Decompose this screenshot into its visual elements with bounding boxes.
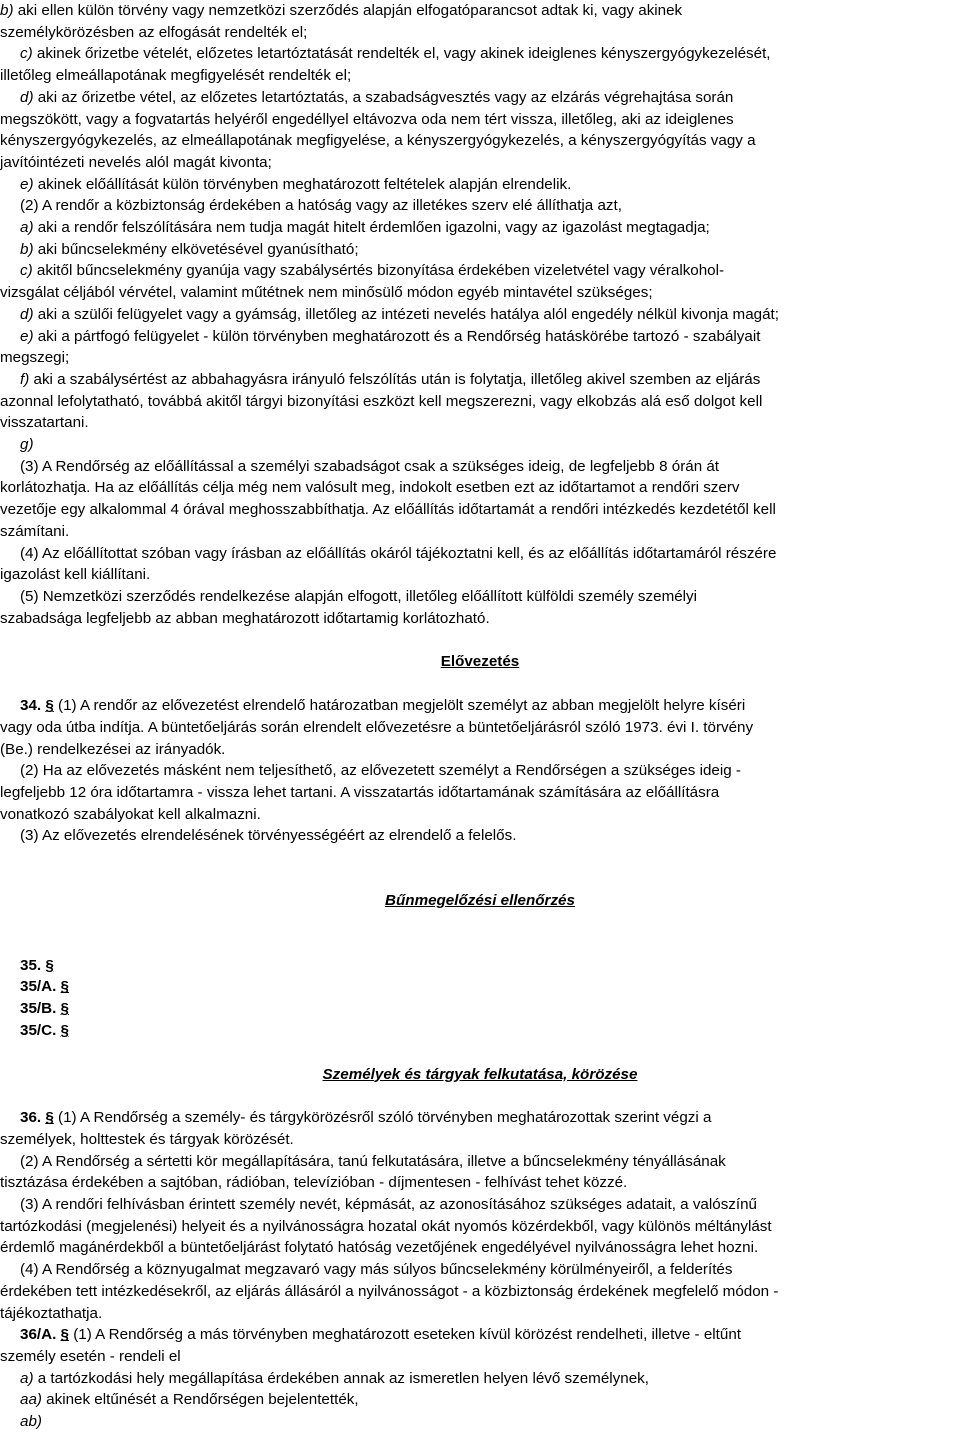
text-line <box>0 804 960 826</box>
line-text: aki az őrizetbe vétel, az előzetes letartóztatás, a szabadságvesztés vagy az elzárás végrehajtása során <box>33 88 734 106</box>
heading-bunmegelozesi-ellenorzes: Bűnmegelőzési ellenőrzés <box>385 892 575 910</box>
line-text: (3) A Rendőrség az előállítással a személyi szabadságot csak a szükséges ideig, de legfeljebb 8 órán át <box>20 457 720 475</box>
paragraph-sign-link[interactable]: § <box>60 1000 69 1018</box>
text-line <box>0 1411 960 1433</box>
list-marker: e) <box>20 175 34 193</box>
list-marker: f) <box>20 370 30 388</box>
text-line <box>0 521 960 543</box>
text-line <box>0 195 960 217</box>
line-text: (3) Az elővezetés elrendelésének törvényességéért az elrendelő a felelős. <box>20 827 517 845</box>
text-line <box>0 586 960 608</box>
text-line <box>0 369 960 391</box>
section-heading-row <box>0 976 960 998</box>
line-text: vizsgálat céljából vérvétel, valamint műtétnek nem minősülő módon egyéb mintavétel szükséges; <box>0 284 653 302</box>
paragraph-sign-link[interactable]: § <box>60 1326 69 1344</box>
paragraph-sign-link[interactable]: § <box>45 1109 54 1127</box>
line-text: személyek, holttestek és tárgyak körözését. <box>0 1130 294 1148</box>
text-line <box>0 391 960 413</box>
list-marker: b) <box>0 2 14 19</box>
paragraph-sign-link[interactable]: § <box>60 978 69 996</box>
list-marker: g) <box>20 436 34 454</box>
list-marker: c) <box>20 262 33 280</box>
text-line <box>0 109 960 131</box>
section-number: 35/B. <box>20 1000 57 1018</box>
text-line <box>0 739 960 761</box>
line-text: vezetője egy alkalommal 4 órával meghosszabbíthatja. Az előállítás időtartamát a rendőri intézkedés kezdetétől kell <box>0 501 776 519</box>
section-heading-row <box>0 1020 960 1042</box>
section-number: 36/A. <box>20 1326 57 1344</box>
text-line <box>0 782 960 804</box>
text-line <box>0 760 960 782</box>
text-line <box>0 456 960 478</box>
section-number: 35/C. <box>20 1021 57 1039</box>
text-line <box>0 152 960 174</box>
list-marker: c) <box>20 45 33 63</box>
line-text: legfeljebb 12 óra időtartamra - vissza lehet tartani. A visszatartás időtartamának számítására az előállításra <box>0 783 720 801</box>
line-text: visszatartani. <box>0 414 89 432</box>
line-text: aki bűncselekmény elkövetésével gyanúsítható; <box>33 240 359 258</box>
section-text: (1) A Rendőrség a más törvényben meghatározott eseteken kívül körözést rendelheti, illetve - eltűnt <box>69 1326 741 1344</box>
text-line <box>0 1281 960 1303</box>
section-text: (1) A rendőr az elővezetést elrendelő határozatban megjelölt személyt az abban megjelölt helyre kíséri <box>53 697 746 715</box>
text-line <box>0 1129 960 1151</box>
line-text: akinek őrizetbe vételét, előzetes letartóztatását rendelték el, vagy akinek ideiglenes kényszergyógykezelését, <box>32 45 771 63</box>
line-text: (4) Az előállítottat szóban vagy írásban az előállítás okáról tájékoztatni kell, és az előállítás időtartamáról részére <box>20 544 777 562</box>
line-text: (4) A Rendőrség a köznyugalmat megzavaró vagy más súlyos bűncselekmény körülményeiről, a felderítés <box>20 1261 733 1279</box>
text-line <box>0 65 960 87</box>
text-line <box>0 260 960 282</box>
text-line <box>0 608 960 630</box>
text-line <box>0 1346 960 1368</box>
section-number: 36. <box>20 1109 42 1127</box>
line-text: korlátozhatja. Ha az előállítás célja még nem valósult meg, indokolt esetben ezt az időtartamot a rendőri szerv <box>0 479 740 497</box>
text-line <box>0 1368 960 1390</box>
text-line <box>0 282 960 304</box>
line-text: (3) A rendőri felhívásban érintett személy nevét, képmását, az azonosításához szükséges adatait, a valószínű <box>20 1196 758 1214</box>
list-marker: d) <box>20 305 34 323</box>
text-line <box>0 130 960 152</box>
line-text: (5) Nemzetközi szerződés rendelkezése alapján elfogott, illetőleg előállított külföldi személy személyi <box>20 587 698 605</box>
text-line <box>0 499 960 521</box>
line-text: vonatkozó szabályokat kell alkalmazni. <box>0 805 261 823</box>
line-text: illetőleg elmeállapotának megfigyelését rendelték el; <box>0 67 352 85</box>
text-line <box>0 87 960 109</box>
text-line <box>0 564 960 586</box>
text-line <box>0 239 960 261</box>
text-line <box>0 717 960 739</box>
paragraph-sign-link[interactable]: § <box>45 956 54 974</box>
paragraph-sign-link[interactable]: § <box>45 697 54 715</box>
line-text: aki a szabálysértést az abbahagyásra irányuló felszólítás után is folytatja, illetőleg akivel szemben az eljárás <box>29 370 761 388</box>
line-text: tartózkodási (megjelenési) helyeit és a nyilvánosságra hozatal okát nyomós közérdekből, vagy különös méltánylást <box>0 1217 772 1235</box>
text-line <box>0 412 960 434</box>
line-text: azonnal lefolytatható, továbbá akitől tárgyi bizonyítási eszközt kell megszerezni, vagy elkobzás alá eső dolgot kell <box>0 392 763 410</box>
line-text: érdekében tett intézkedésekről, az eljárás állásáról a nyilvánosságot - a közbiztonság érdekének megfelelő módon - <box>0 1282 779 1300</box>
list-marker: e) <box>20 327 34 345</box>
section-heading-row <box>0 998 960 1020</box>
section-heading-row <box>0 955 960 977</box>
text-line <box>0 1172 960 1194</box>
section-number: 35/A. <box>20 978 57 996</box>
paragraph-sign-link[interactable]: § <box>60 1021 69 1039</box>
line-text: (2) A rendőr a közbiztonság érdekében a hatóság vagy az illetékes szerv elé állíthatja azt, <box>20 197 622 215</box>
line-text: számítani. <box>0 522 70 540</box>
line-text: szabadsága legfeljebb az abban meghatározott időtartamig korlátozható. <box>0 609 490 627</box>
line-text: akinek előállítását külön törvényben meghatározott feltételek alapján elrendelik. <box>33 175 572 193</box>
line-text: megszegi; <box>0 349 70 367</box>
heading-elovezetes: Elővezetés <box>440 653 520 671</box>
text-line <box>0 22 960 44</box>
text-line <box>0 434 960 456</box>
line-text: a tartózkodási hely megállapítása érdekében annak az ismeretlen helyen lévő személynek, <box>33 1369 649 1387</box>
line-text: megszökött, vagy a fogvatartás helyéről engedéllyel eltávozva oda nem tért vissza, illetőleg, aki az ideiglenes <box>0 110 734 128</box>
text-line <box>0 0 960 22</box>
list-marker: a) <box>20 219 34 237</box>
text-line <box>0 1237 960 1259</box>
line-text: (2) A Rendőrség a sértetti kör megállapítására, tanú felkutatására, illetve a bűncselekmény tényállásának <box>20 1152 726 1170</box>
section-36 <box>0 1107 960 1324</box>
line-text: aki ellen külön törvény vagy nemzetközi szerződés alapján elfogatóparancsot adtak ki, vagy akinek <box>13 2 683 19</box>
list-marker: b) <box>20 240 34 258</box>
line-text: akitől bűncselekmény gyanúja vagy szabálysértés bizonyítása érdekében vizeletvétel vagy véralkohol- <box>32 262 725 280</box>
text-line <box>0 1151 960 1173</box>
list-marker: aa) <box>20 1391 42 1409</box>
line-text: aki a szülői felügyelet vagy a gyámság, illetőleg az intézeti nevelés hatálya alól engedély nélkül kivonja magát; <box>33 305 779 323</box>
text-line <box>0 1389 960 1411</box>
text-line <box>0 347 960 369</box>
text-line <box>0 825 960 847</box>
section-35-list <box>0 955 960 1042</box>
section-36a <box>0 1324 960 1433</box>
list-marker: d) <box>20 88 34 106</box>
section-34 <box>0 695 960 847</box>
line-text: vagy oda útba indítja. A büntetőeljárás során elrendelt elővezetésre a büntetőeljárásról szóló 1973. évi I. törvény <box>0 718 754 736</box>
text-line <box>0 543 960 565</box>
text-line <box>0 1216 960 1238</box>
line-text: aki a pártfogó felügyelet - külön törvényben meghatározott és a Rendőrség hatáskörébe tartozó - szabályait <box>33 327 761 345</box>
text-line <box>0 477 960 499</box>
line-text: tájékoztathatja. <box>0 1304 103 1322</box>
text-line <box>0 217 960 239</box>
line-text: akinek eltűnését a Rendőrségen bejelentették, <box>41 1391 359 1409</box>
line-text: igazolást kell kiállítani. <box>0 566 151 584</box>
text-line <box>0 326 960 348</box>
list-marker: a) <box>20 1369 34 1387</box>
text-line <box>0 1194 960 1216</box>
list-marker: ab) <box>20 1413 42 1431</box>
line-text: személykörözésben az elfogását rendelték el; <box>0 23 308 41</box>
text-line <box>0 43 960 65</box>
line-text: (Be.) rendelkezései az irányadók. <box>0 740 226 758</box>
text-line <box>0 174 960 196</box>
section-33-continuation <box>0 0 960 629</box>
line-text: tisztázása érdekében a sajtóban, rádióban, televízióban - díjmentesen - felhívást tehet közzé. <box>0 1174 628 1192</box>
text-line <box>0 1259 960 1281</box>
section-number: 34. <box>20 697 42 715</box>
text-line <box>0 1303 960 1325</box>
heading-szemelyek-targyak-korozese: Személyek és tárgyak felkutatása, körözése <box>322 1065 638 1083</box>
line-text: személy esetén - rendeli el <box>0 1347 181 1365</box>
line-text: érdemlő magánérdekből a büntetőeljárást folytató hatóság vezetőjének engedélyével nyilvánosságra lehet hozni. <box>0 1239 759 1257</box>
line-text: aki a rendőr felszólítására nem tudja magát hitelt érdemlően igazolni, vagy az igazolást megtagadja; <box>33 219 710 237</box>
line-text: kényszergyógykezelés, az elmeállapotának megfigyelése, a kényszergyógykezelés, a kényszergyógyítás vagy a <box>0 132 756 150</box>
line-text: javítóintézeti nevelés alól magát kivonta; <box>0 153 272 171</box>
text-line <box>0 304 960 326</box>
section-number: 35. <box>20 956 42 974</box>
line-text: (2) Ha az elővezetés másként nem teljesíthető, az elővezetett személyt a Rendőrségen a szükséges ideig - <box>20 762 741 780</box>
section-text: (1) A Rendőrség a személy- és tárgykörözésről szóló törvényben meghatározottak szerint végzi a <box>53 1109 712 1127</box>
